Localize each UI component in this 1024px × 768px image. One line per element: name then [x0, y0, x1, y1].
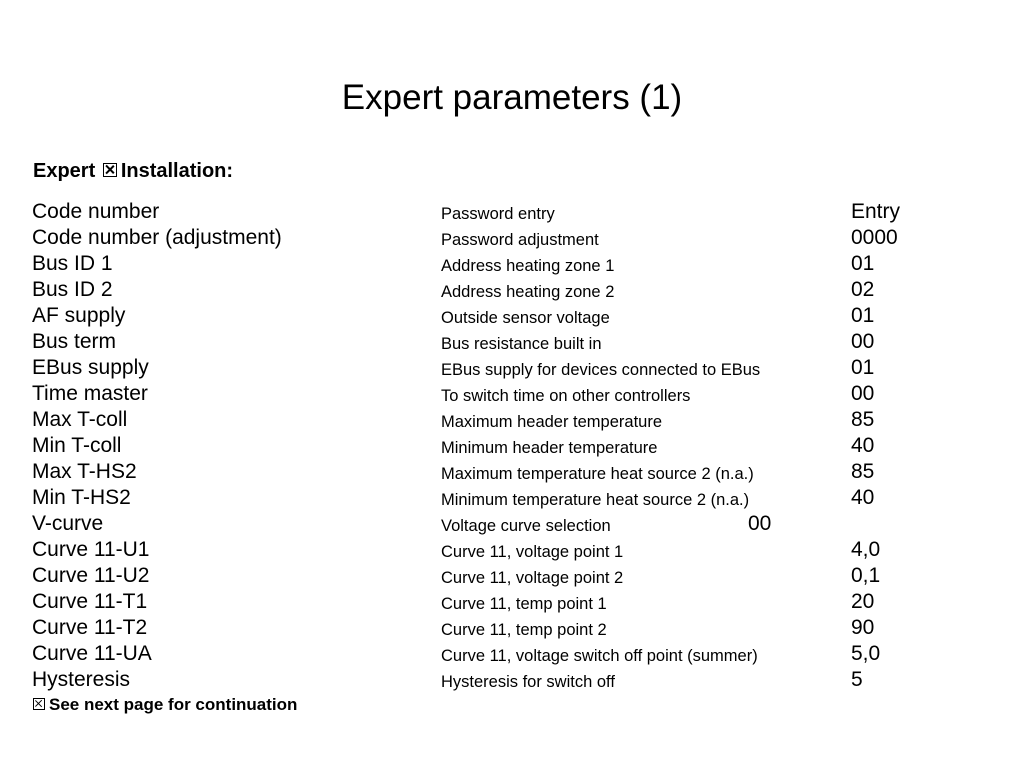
parameter-description: Maximum temperature heat source 2 (n.a.) — [441, 465, 754, 483]
parameter-value: 00 — [851, 382, 875, 405]
parameter-name: Curve 11-T2 — [32, 616, 148, 639]
section-heading — [33, 157, 233, 185]
parameter-description: EBus supply for devices connected to EBus — [441, 361, 761, 379]
parameter-description: Curve 11, voltage switch off point (summer) — [441, 647, 758, 665]
parameter-value: 01 — [851, 356, 875, 379]
parameter-row — [32, 329, 992, 355]
parameter-description: Password entry — [441, 205, 555, 223]
parameter-description: Curve 11, temp point 2 — [441, 621, 607, 639]
parameter-value: 5,0 — [851, 642, 881, 665]
parameter-name: Curve 11-U2 — [32, 564, 150, 587]
parameter-value: 85 — [851, 408, 875, 431]
parameter-description: Maximum header temperature — [441, 413, 663, 431]
parameter-name: Time master — [32, 382, 148, 405]
parameter-description: Bus resistance built in — [441, 335, 602, 353]
parameter-description: Curve 11, temp point 1 — [441, 595, 607, 613]
parameter-value: 85 — [851, 460, 875, 483]
parameter-name: EBus supply — [32, 356, 149, 379]
parameter-row — [32, 485, 992, 511]
parameter-description: Curve 11, voltage point 2 — [441, 569, 624, 587]
boxed-cross-icon — [33, 698, 45, 710]
parameter-name: V-curve — [32, 512, 104, 535]
parameter-row — [32, 355, 992, 381]
parameter-row — [32, 537, 992, 563]
parameter-name: Bus term — [32, 330, 117, 353]
parameter-value: 5 — [851, 668, 863, 691]
parameter-value: 02 — [851, 278, 875, 301]
parameter-name: Max T-HS2 — [32, 460, 137, 483]
parameter-name: Code number (adjustment) — [32, 226, 282, 249]
parameter-name: Code number — [32, 200, 160, 223]
parameter-description: Minimum temperature heat source 2 (n.a.) — [441, 491, 750, 509]
parameter-value: 40 — [851, 434, 875, 457]
parameter-value: 00 — [851, 330, 875, 353]
parameter-description: Voltage curve selection — [441, 517, 611, 535]
parameter-value: 4,0 — [851, 538, 881, 561]
parameter-name: Min T-HS2 — [32, 486, 131, 509]
parameter-description: Hysteresis for switch off — [441, 673, 615, 691]
parameter-name: Min T-coll — [32, 434, 122, 457]
parameter-value: 01 — [851, 304, 875, 327]
parameter-row — [32, 381, 992, 407]
parameter-row — [32, 407, 992, 433]
boxed-cross-icon — [103, 163, 117, 177]
parameter-name: Max T-coll — [32, 408, 128, 431]
continuation-note — [33, 694, 297, 716]
parameter-name: Curve 11-UA — [32, 642, 152, 665]
parameter-value: 00 — [748, 512, 772, 535]
section-heading-left: Expert — [33, 160, 96, 182]
parameter-row — [32, 563, 992, 589]
parameter-row — [32, 667, 992, 693]
section-heading-right: Installation: — [120, 160, 234, 182]
parameter-value: 20 — [851, 590, 875, 613]
parameter-value: 0000 — [851, 226, 898, 249]
parameter-description: Curve 11, voltage point 1 — [441, 543, 624, 561]
parameter-row — [32, 433, 992, 459]
parameter-list — [32, 199, 992, 693]
parameter-value: Entry — [851, 200, 901, 223]
parameter-name: Bus ID 1 — [32, 252, 113, 275]
parameter-name: Curve 11-T1 — [32, 590, 148, 613]
parameter-description: Address heating zone 2 — [441, 283, 615, 301]
parameter-value: 40 — [851, 486, 875, 509]
continuation-text: See next page for continuation — [49, 695, 298, 714]
parameter-name: AF supply — [32, 304, 126, 327]
parameter-row — [32, 615, 992, 641]
parameter-description: Address heating zone 1 — [441, 257, 615, 275]
parameter-row — [32, 277, 992, 303]
parameter-row — [32, 251, 992, 277]
parameter-row — [32, 589, 992, 615]
parameter-description: Password adjustment — [441, 231, 599, 249]
parameter-row — [32, 641, 992, 667]
page-title: Expert parameters (1) — [341, 78, 683, 117]
parameter-name: Bus ID 2 — [32, 278, 113, 301]
parameter-row — [32, 303, 992, 329]
parameter-name: Hysteresis — [32, 668, 131, 691]
parameter-row — [32, 225, 992, 251]
parameter-value: 01 — [851, 252, 875, 275]
parameter-row — [32, 511, 992, 537]
parameter-description: Outside sensor voltage — [441, 309, 610, 327]
parameter-row — [32, 199, 992, 225]
parameter-value: 90 — [851, 616, 875, 639]
parameter-description: To switch time on other controllers — [441, 387, 691, 405]
parameter-row — [32, 459, 992, 485]
parameter-value: 0,1 — [851, 564, 881, 587]
parameter-description: Minimum header temperature — [441, 439, 658, 457]
parameter-name: Curve 11-U1 — [32, 538, 150, 561]
